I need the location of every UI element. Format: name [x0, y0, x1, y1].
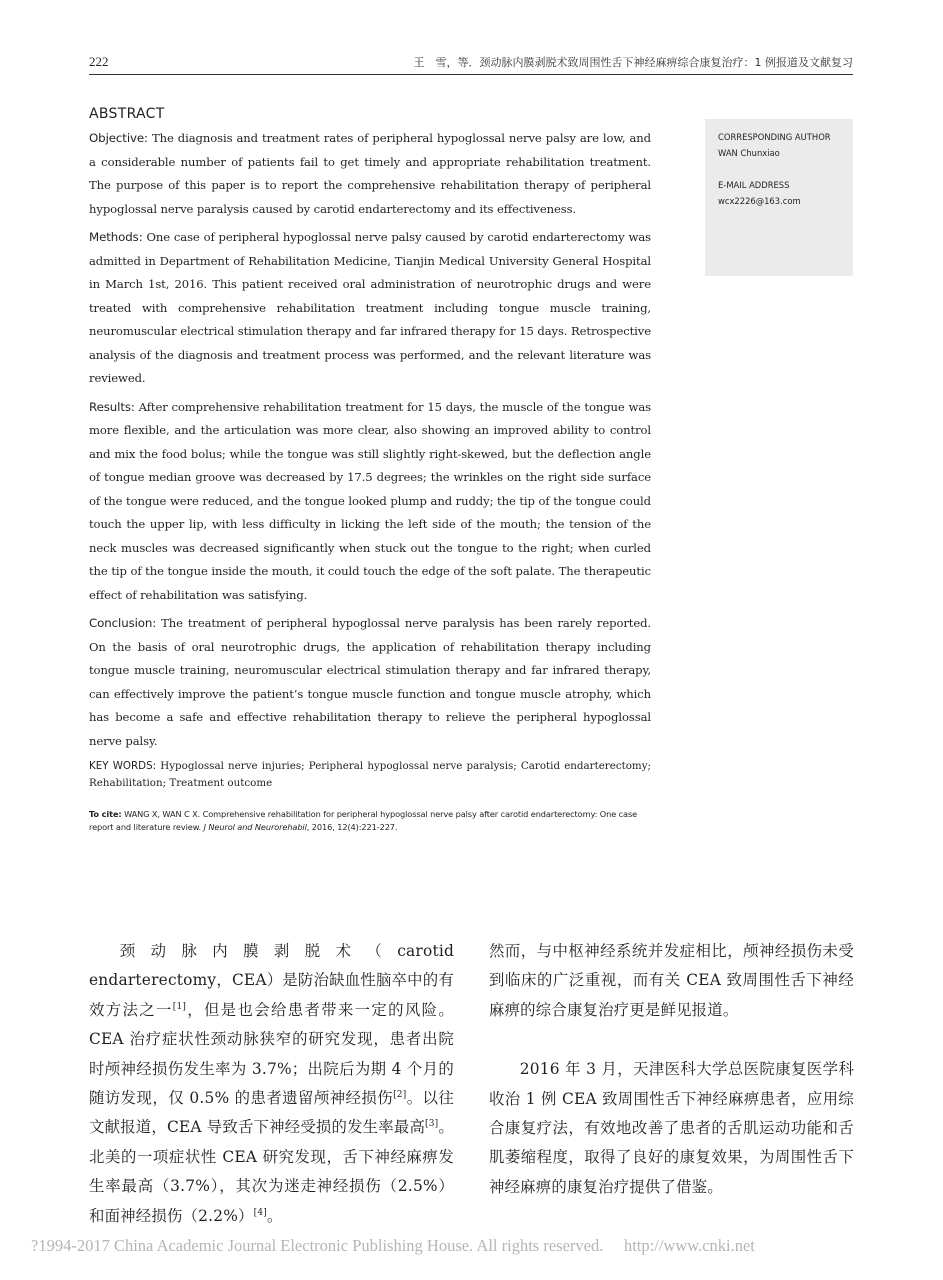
cite-label: To cite:	[89, 809, 122, 819]
cite-text: WANG X, WAN C X. Comprehensive rehabilitation for peripheral hypoglossal nerve palsy after carotid endarterectomy: One case report and literature review.	[89, 809, 638, 832]
corresponding-author-name: WAN Chunxiao	[718, 148, 780, 158]
corresponding-author-label: CORRESPONDING AUTHOR	[718, 132, 831, 142]
methods-label: Methods:	[89, 230, 143, 244]
body-column-right	[489, 937, 854, 1202]
abstract-objective	[89, 127, 651, 221]
page-number: 222	[89, 54, 109, 69]
body-text: 。以往文献报道，CEA 导致舌下神经受损的发生率最高	[89, 1089, 454, 1137]
body-paragraph: 2016 年 3 月，天津医科大学总医院康复医学科收治 1 例 CEA 致周围性舌下神经麻痹患者，应用综合康复疗法，有效地改善了患者的舌肌运动功能和舌肌萎缩程度，取得了良好的康复效果，为周围性舌下神经麻痹的康复治疗提供了借鉴。	[489, 1060, 854, 1196]
abstract-methods	[89, 226, 651, 391]
email-label: E-MAIL ADDRESS	[718, 180, 790, 190]
objective-text: The diagnosis and treatment rates of peripheral hypoglossal nerve palsy are low, and a considerable number of patients fail to get timely and appropriate rehabilitation treatment. The purpose of this paper is to report the comprehensive rehabilitation therapy of peripheral hypoglossal nerve paralysis caused by carotid endarterectomy and its effectiveness.	[89, 131, 651, 216]
reference-4: [4]	[253, 1207, 267, 1218]
abstract-heading: ABSTRACT	[89, 106, 165, 122]
body-text: 。北美的一项症状性 CEA 研究发现，舌下神经麻痹发生率最高（3.7%），其次为迷走神经损伤（2.5%）和面神经损伤（2.2%）	[89, 1118, 454, 1225]
abstract-conclusion	[89, 612, 651, 753]
conclusion-label: Conclusion:	[89, 616, 157, 630]
keywords	[89, 758, 651, 792]
methods-text: One case of peripheral hypoglossal nerve palsy caused by carotid endarterectomy was admitted in Department of Rehabilitation Medicine, Tianjin Medical University General Hospital in March 1st, 2016. This patient received oral administration of neurotrophic drugs and were treated with comprehensive rehabilitation treatment including tongue muscle training, neuromuscular electrical stimulation therapy and far infrared therapy for 15 days. Retrospective analysis of the diagnosis and treatment process was performed, and the relevant literature was reviewed.	[89, 230, 651, 385]
body-text: ，但是也会给患者带来一定的风险。CEA 治疗症状性颈动脉狭窄的研究发现，患者出院时颅神经损伤发生率为 3.7%；出院后为期 4 个月的随访发现，仅 0.5% 的患者遗留颅神经损伤	[89, 1000, 454, 1108]
reference-2: [2]	[393, 1089, 407, 1100]
conclusion-text: The treatment of peripheral hypoglossal nerve paralysis has been rarely reported. On the basis of oral neurotrophic drugs, the application of rehabilitation therapy including tongue muscle training, neuromuscular electrical stimulation therapy and far infrared therapy, can effectively improve the patient’s tongue muscle function and tongue muscle atrophy, which has become a safe and effective rehabilitation therapy to relieve the peripheral hypoglossal nerve palsy.	[89, 616, 651, 748]
cite-tail: , 2016, 12(4):221-227.	[306, 822, 398, 832]
results-text: After comprehensive rehabilitation treatment for 15 days, the muscle of the tongue was more flexible, and the articulation was more clear, also showing an improved ability to control and mix the food bolus; while the tongue was still slightly right-skewed, but the deflection angle of tongue median groove was decreased by 17.5 degrees; the wrinkles on the right side surface of the tongue were reduced, and the tongue looked plump and ruddy; the tip of the tongue could touch the upper lip, with less difficulty in licking the left side of the mouth; the tension of the neck muscles was decreased significantly when stuck out the tongue to the right; when curled the tip of the tongue inside the mouth, it could touch the edge of the soft palate. The therapeutic effect of rehabilitation was satisfying.	[89, 399, 651, 602]
body-text: 。	[267, 1206, 283, 1225]
citation	[89, 808, 651, 834]
body-paragraph	[89, 937, 454, 1231]
body-paragraph: 然而，与中枢神经系统并发症相比，颅神经损伤未受到临床的广泛重视，而有关 CEA 致周围性舌下神经麻痹的综合康复治疗更是鲜见报道。	[489, 942, 854, 1019]
copyright-footer: ?1994-2017 China Academic Journal Electronic Publishing House. All rights reserved. http://www.cnki.net	[31, 1236, 755, 1255]
abstract-section	[89, 127, 651, 834]
body-text: 颈动脉内膜剥脱术（carotid endarterectomy，CEA）是防治缺血性脑卒中的有效方法之一	[89, 942, 454, 1019]
keywords-text: Hypoglossal nerve injuries; Peripheral hypoglossal nerve paralysis; Carotid endarterectomy; Rehabilitation; Treatment outcome	[89, 760, 651, 789]
cite-journal: J Neurol and Neurorehabil	[203, 822, 307, 832]
reference-3: [3]	[425, 1119, 439, 1130]
page-header	[89, 52, 853, 75]
results-label: Results:	[89, 399, 135, 414]
keywords-label: KEY WORDS:	[89, 760, 157, 772]
abstract-results	[89, 396, 651, 608]
reference-1: [1]	[172, 1001, 187, 1012]
objective-label: Objective:	[89, 131, 148, 145]
body-column-left	[89, 937, 454, 1231]
email-address: wcx2226@163.com	[718, 196, 801, 206]
corresponding-author-box	[705, 119, 853, 276]
running-title: 王 雪，等．颈动脉内膜剥脱术致周围性舌下神经麻痹综合康复治疗：1 例报道及文献复习	[413, 56, 853, 69]
